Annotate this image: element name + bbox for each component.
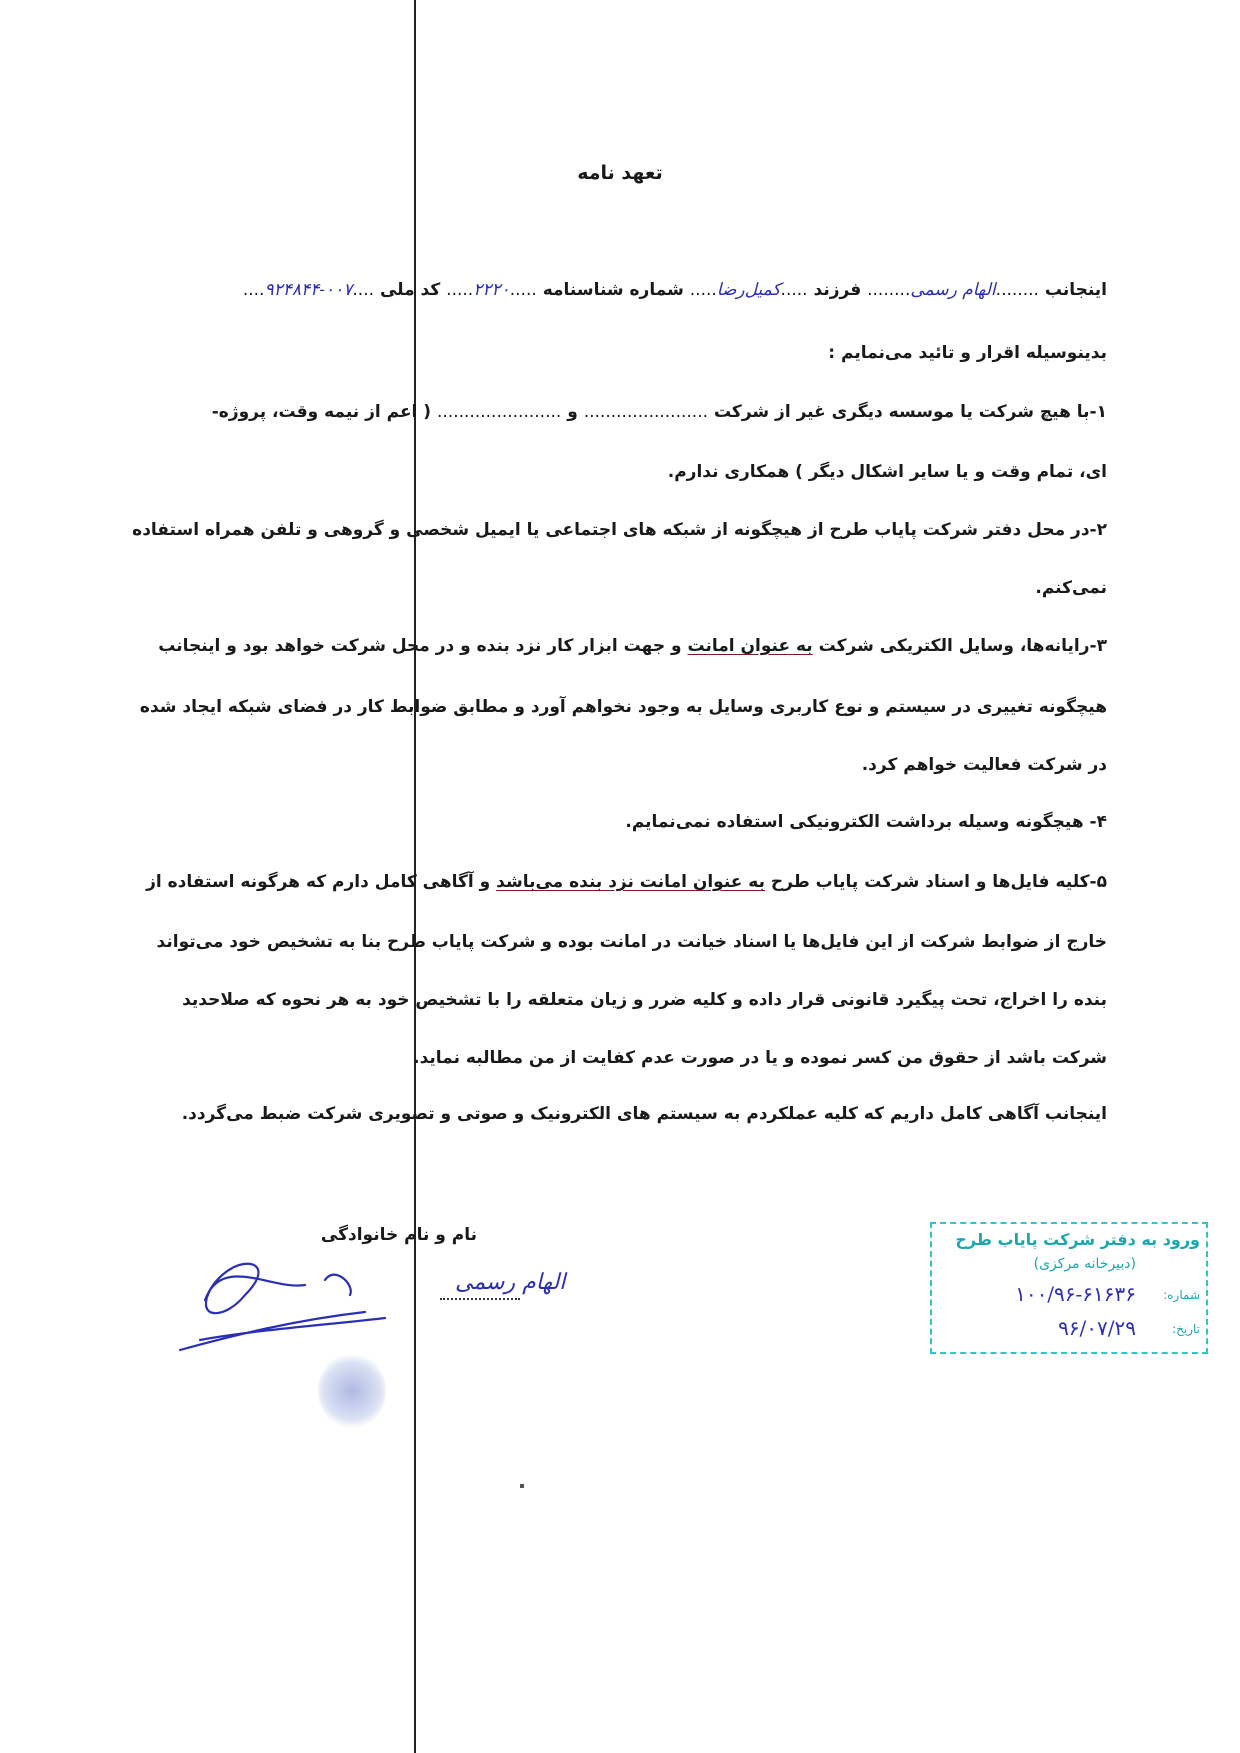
intro-text-1: اینجانب bbox=[1044, 280, 1107, 300]
handwritten-name: الهام رسمی bbox=[910, 280, 996, 300]
stamp-date-value: ۹۶/۰۷/۲۹ bbox=[1058, 1316, 1136, 1340]
receipt-stamp bbox=[930, 1222, 1208, 1354]
handwritten-signature-name: الهام رسمی bbox=[455, 1270, 566, 1295]
intro-text-4: کد ملی bbox=[379, 280, 441, 300]
clause-5-line-1 bbox=[146, 870, 1107, 894]
document-title: تعهد نامه bbox=[577, 162, 663, 184]
declaration-line: بدینوسیله اقرار و تائید می‌نمایم : bbox=[828, 343, 1107, 363]
stamp-date-label: تاریخ: bbox=[1172, 1322, 1200, 1336]
clause-3-line-1 bbox=[158, 634, 1107, 658]
clause-5-text-a: ۵-کلیه فایل‌ها و اسناد شرکت پایاب طرح bbox=[770, 872, 1107, 892]
clause-3-text-c: و جهت ابزار کار نزد بنده و در محل شرکت خواهد بود و اینجانب bbox=[158, 636, 682, 656]
clause-1-text-b: و bbox=[567, 402, 578, 422]
clause-3-text-a: ۳-رایانه‌ها، وسایل الکتریکی شرکت bbox=[818, 636, 1107, 656]
clause-2-line-1: ۲-در محل دفتر شرکت پایاب طرح از هیچگونه از شبکه های اجتماعی یا ایمیل شخصی و گروهی و تلفن همراه استفاده bbox=[132, 520, 1107, 540]
clause-1-line-1: ۱-با هیچ شرکت یا موسسه دیگری غیر از شرکت ....................... و ....................... ( اعم از نیمه وقت، پروژه- bbox=[211, 402, 1107, 422]
clause-5-line-4: شرکت باشد از حقوق من کسر نموده و یا در صورت عدم کفایت از من مطالبه نماید. bbox=[413, 1048, 1107, 1068]
intro-text-2: فرزند bbox=[813, 280, 862, 300]
intro-text-3: شماره شناسنامه bbox=[542, 280, 684, 300]
clause-1-text-c: ( اعم از نیمه وقت، پروژه- bbox=[211, 402, 432, 422]
clause-5-line-2: خارج از ضوابط شرکت از این فایل‌ها یا اسناد خیانت در امانت بوده و شرکت پایاب طرح بنا به تشخیص خود می‌تواند bbox=[156, 932, 1107, 952]
scan-speck bbox=[520, 1484, 524, 1488]
signature-scribble bbox=[175, 1250, 415, 1360]
stamp-line-1: ورود به دفتر شرکت پایاب طرح bbox=[955, 1230, 1200, 1249]
stamp-number-label: شماره: bbox=[1163, 1288, 1200, 1302]
handwritten-national-code: ۰۰۷-۹۲۴۸۴۴ bbox=[264, 280, 353, 300]
clause-3-line-2: هیچگونه تغییری در سیستم و نوع کاربری وسایل به وجود نخواهم آورد و مطابق ضوابط کار در فضای شبکه ایجاد شده bbox=[139, 697, 1107, 717]
clause-1-text-a: ۱-با هیچ شرکت یا موسسه دیگری غیر از شرکت bbox=[713, 402, 1107, 422]
handwritten-father-name: کمیل‌رضا bbox=[716, 280, 781, 300]
clause-3-line-3: در شرکت فعالیت خواهم کرد. bbox=[861, 755, 1107, 775]
signature-label: نام و نام خانوادگی bbox=[320, 1225, 477, 1245]
clause-2-line-2: نمی‌کنم. bbox=[1035, 578, 1107, 598]
clause-4-line: ۴- هیچگونه وسیله برداشت الکترونیکی استفاده نمی‌نمایم. bbox=[625, 812, 1107, 832]
closing-line: اینجانب آگاهی کامل داریم که کلیه عملکردم به سیستم های الکترونیک و صوتی و تصویری شرکت ضبط می‌گردد. bbox=[181, 1104, 1107, 1124]
clause-3-emphasis: به عنوان امانت bbox=[687, 636, 813, 656]
clause-5-emphasis: به عنوان امانت نزد بنده می‌باشد bbox=[496, 872, 765, 892]
stamp-number-value: ۱۰۰/۹۶-۶۱۶۳۶ bbox=[1015, 1282, 1136, 1306]
signature-dotted-line bbox=[440, 1298, 520, 1300]
clause-1-line-2: ای، تمام وقت و یا سایر اشکال دیگر ) همکاری ندارم. bbox=[667, 462, 1107, 482]
clause-5-line-3: بنده را اخراج، تحت پیگیرد قانونی قرار داده و کلیه ضرر و زیان متعلقه را با تشخیص خود به هر نحوه که صلاحدید bbox=[182, 990, 1107, 1010]
handwritten-id-number: ۲۲۲۰ bbox=[473, 280, 510, 300]
clause-5-text-c: و آگاهی کامل دارم که هرگونه استفاده از bbox=[146, 872, 491, 892]
stamp-line-2: (دبیرخانه مرکزی) bbox=[1033, 1256, 1136, 1272]
intro-line: اینجانب ........الهام رسمی........ فرزند .....کمیل‌رضا..... شماره شناسنامه .....۲۲۲۰..... کد ملی ....۰۰۷-۹۲۴۸۴۴.... bbox=[242, 280, 1107, 300]
ink-seal bbox=[318, 1352, 386, 1430]
